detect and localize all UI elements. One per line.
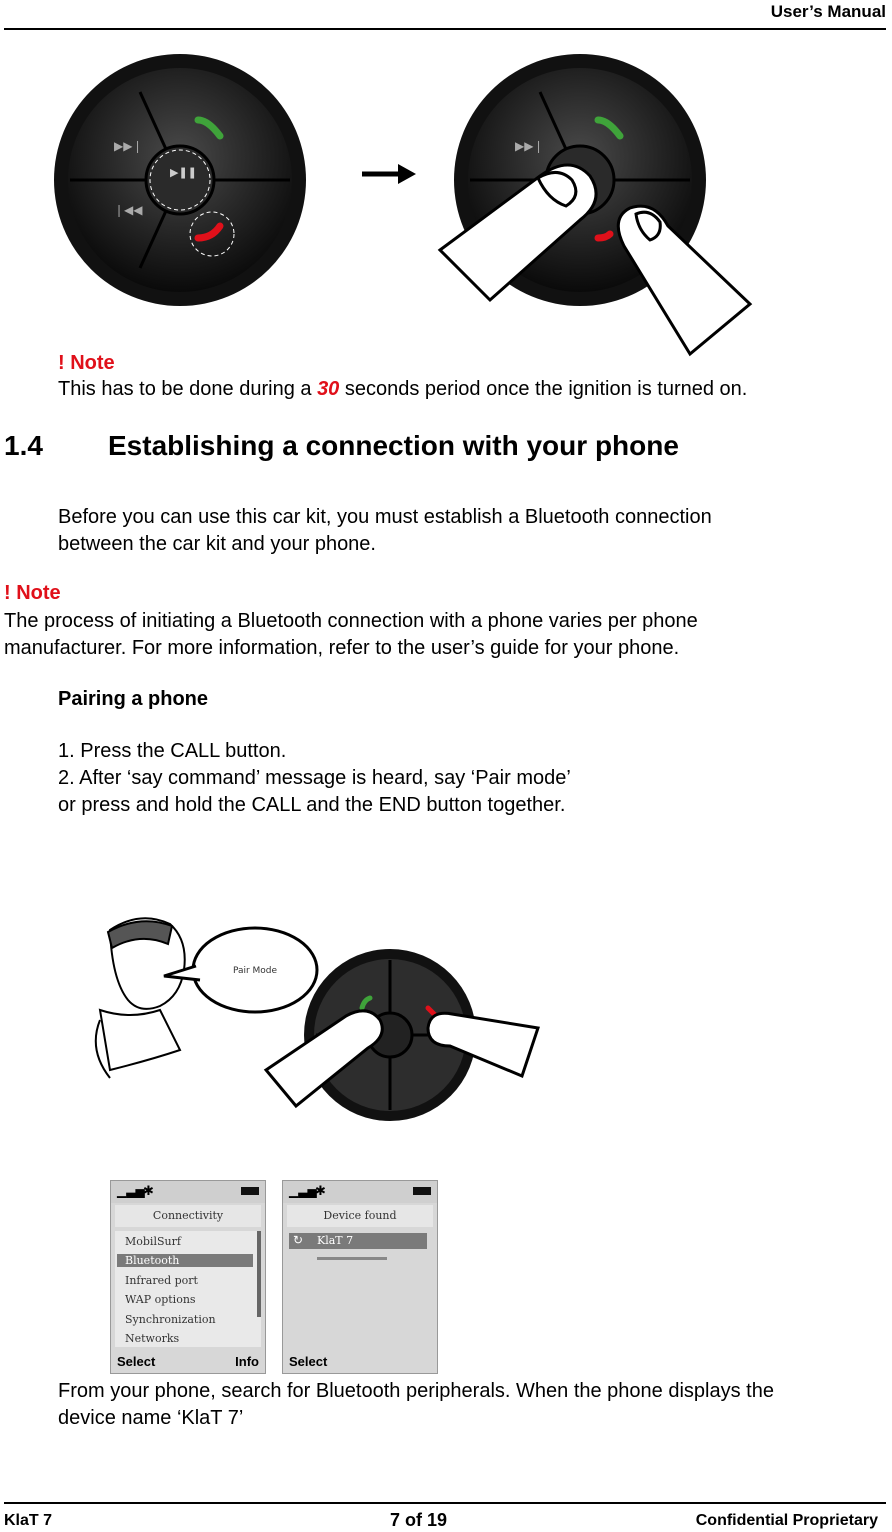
section-number: 1.4 (4, 430, 43, 461)
list-item[interactable]: Synchronization (125, 1313, 216, 1326)
running-header: User’s Manual (770, 2, 886, 21)
svg-text:▶▶❘: ▶▶❘ (114, 139, 143, 153)
speech-bubble-text: Pair Mode (232, 966, 278, 976)
header-rule (4, 28, 886, 30)
signal-icon: ▁▃▅ (117, 1184, 145, 1198)
pairing-step-1: 1. Press the CALL button. (58, 740, 287, 762)
softkey-bar (111, 1351, 265, 1373)
softkey-bar (283, 1351, 437, 1373)
note-label: ! Note (4, 582, 61, 604)
svg-text:❘◀◀: ❘◀◀ (114, 203, 143, 217)
bluetooth-icon: ✱ (315, 1183, 326, 1198)
seconds-value: 30 (317, 378, 340, 400)
section-title: Establishing a connection with your phone (108, 430, 679, 461)
screen-title: Device found (287, 1205, 433, 1227)
pairing-step-2b: or press and hold the CALL and the END button together. (58, 794, 566, 816)
list-item[interactable]: Infrared port (125, 1274, 198, 1287)
intro-line-1: Before you can use this car kit, you must establish a Bluetooth connection (58, 506, 712, 528)
list-item-selected[interactable]: Bluetooth (117, 1254, 253, 1267)
progress-line (317, 1257, 387, 1260)
list-item[interactable]: MobilSurf (125, 1235, 181, 1248)
closing-line-2: device name ‘KlaT 7’ (58, 1407, 244, 1429)
screen-title: Connectivity (115, 1205, 261, 1227)
list-item[interactable]: Networks (125, 1332, 180, 1345)
note2-line-1: The process of initiating a Bluetooth connection with a phone varies per phone (4, 610, 698, 632)
status-bar (111, 1181, 265, 1203)
battery-icon (241, 1187, 259, 1195)
phone-screen-device-found (282, 1180, 438, 1374)
device-list (287, 1231, 433, 1347)
note2-line-2: manufacturer. For more information, refer to the user’s guide for your phone. (4, 637, 680, 659)
svg-text:▶▶❘: ▶▶❘ (515, 139, 544, 153)
footer-confidential: Confidential Proprietary (695, 1512, 878, 1529)
arrow-right-icon (362, 164, 416, 184)
pairing-step-2: 2. After ‘say command’ message is heard, say ‘Pair mode’ (58, 767, 571, 789)
select-softkey[interactable]: Select (289, 1354, 328, 1369)
remote-press-illustration (50, 50, 770, 360)
device-item[interactable] (289, 1233, 427, 1249)
page-number: 7 of 19 (390, 1510, 448, 1530)
device-name: KlaT 7 (317, 1234, 354, 1247)
scrollbar[interactable] (257, 1231, 261, 1317)
menu-list (115, 1231, 261, 1347)
note-text: This has to be done during a 30 seconds period once the ignition is turned on. (58, 378, 748, 400)
status-bar (283, 1181, 437, 1203)
pairing-heading: Pairing a phone (58, 688, 209, 710)
remote-left-icon (54, 54, 306, 306)
list-item[interactable]: WAP options (125, 1293, 196, 1306)
refresh-icon: ↻ (293, 1233, 304, 1247)
bluetooth-icon: ✱ (143, 1183, 154, 1198)
phone-screen-connectivity (110, 1180, 266, 1374)
select-softkey[interactable]: Select (117, 1354, 156, 1369)
closing-line-1: From your phone, search for Bluetooth peripherals. When the phone displays the (58, 1380, 774, 1402)
note-label: ! Note (58, 352, 115, 374)
svg-text:▶❚❚: ▶❚❚ (170, 166, 197, 179)
signal-icon: ▁▃▅ (289, 1184, 317, 1198)
battery-icon (413, 1187, 431, 1195)
person-icon (96, 918, 185, 1078)
intro-line-2: between the car kit and your phone. (58, 533, 376, 555)
info-softkey[interactable]: Info (235, 1354, 259, 1369)
footer-product: KlaT 7 (4, 1512, 53, 1529)
pair-mode-illustration (90, 910, 550, 1130)
footer-rule (4, 1502, 886, 1504)
